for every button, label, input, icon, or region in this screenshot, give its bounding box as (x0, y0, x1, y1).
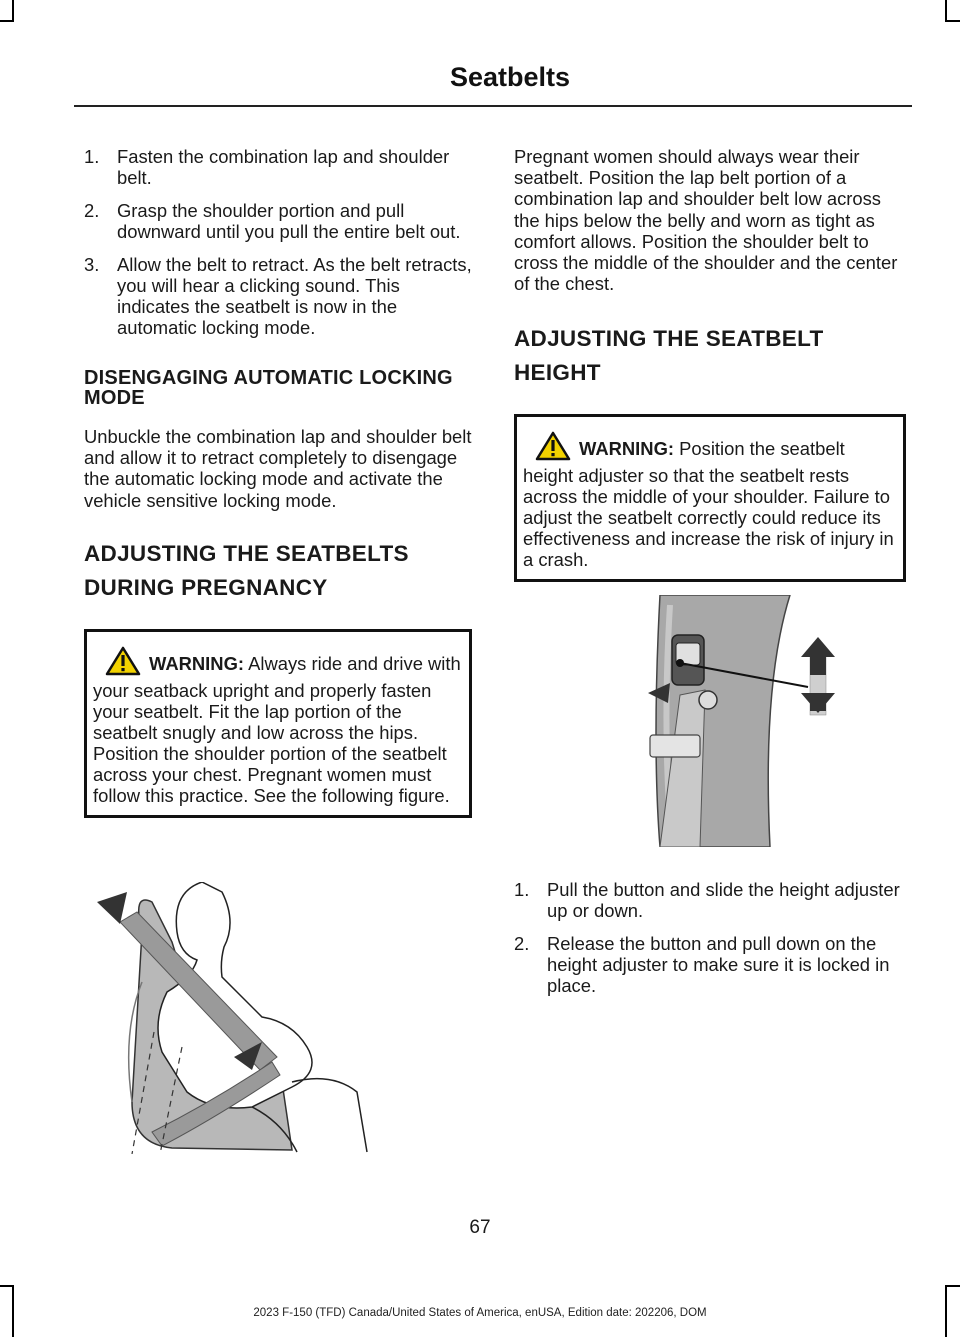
step-text: Fasten the combination lap and shoulder belt. (117, 146, 450, 188)
section-heading-height (514, 322, 906, 390)
warning-label: WARNING: (149, 652, 245, 674)
heading-line: ADJUSTING THE SEATBELTS (84, 540, 409, 566)
warning-text: Always ride and drive with your seatback upright and properly fasten your seatbelt. Fit the lap portion of the seatbelt snugly and low across the hips. Position the shoulder portion of the seatbelt across your chest. Pregnant women must follow this practice. See the following figure. (93, 652, 461, 806)
crop-mark (0, 1285, 14, 1287)
heading-line: ADJUSTING THE SEATBELT (514, 326, 824, 352)
page-title: Seatbelts (449, 62, 570, 92)
step-text: Allow the belt to retract. As the belt retracts, you will hear a clicking sound. This indicates the seatbelt is now in the automatic locking mode. (117, 254, 472, 338)
list-item (84, 200, 472, 242)
header-divider (74, 105, 912, 107)
pregnancy-paragraph: Pregnant women should always wear their seatbelt. Position the lap belt portion of a combination lap and shoulder belt low across the hips below the belly and worn as tight as comfort allows. Position the shoulder belt to cross the middle of the shoulder and the center of the chest. (514, 146, 898, 295)
page-number: 67 (469, 1217, 491, 1238)
step-number: 2. (514, 933, 530, 955)
heading-line: DURING PREGNANCY (84, 574, 328, 600)
footer-edition-info: 2023 F-150 (TFD) Canada/United States of America, enUSA, Edition date: 202206, DOM (253, 1307, 707, 1319)
crop-mark (945, 1285, 960, 1287)
warning-box (514, 414, 906, 582)
locking-steps (84, 146, 472, 338)
left-column (84, 146, 472, 818)
step-text: Grasp the shoulder portion and pull downward until you pull the entire belt out. (117, 200, 461, 242)
step-number: 3. (84, 254, 100, 275)
crop-mark (945, 20, 960, 22)
warning-icon (105, 646, 141, 680)
list-item (514, 879, 906, 921)
warning-text: Position the seatbelt height adjuster so that the seatbelt rests across the middle of your shoulder. Failure to adjust the seatbelt correctly could reduce its effectiveness and increase the risk of injury in a crash. (523, 438, 894, 571)
list-item (84, 146, 472, 188)
crop-mark (12, 0, 14, 22)
height-steps (514, 879, 906, 996)
warning-icon (535, 431, 571, 465)
crop-mark (0, 20, 14, 22)
step-text: Release the button and pull down on the height adjuster to make sure it is locked in place. (547, 933, 890, 997)
right-column (514, 146, 906, 1008)
list-item (84, 254, 472, 338)
step-number: 1. (84, 146, 100, 167)
list-item (514, 933, 906, 996)
pregnant-seatbelt-illustration (92, 882, 382, 1154)
step-number: 2. (84, 200, 100, 221)
step-text: Pull the button and slide the height adjuster up or down. (547, 879, 900, 922)
section-heading-disengage: DISENGAGING AUTOMATIC LOCKING MODE (84, 367, 453, 409)
disengage-paragraph: Unbuckle the combination lap and shoulder belt and allow it to retract completely to disengage the automatic locking mode and activate the vehicle sensitive locking mode. (84, 426, 472, 511)
section-heading-pregnancy (84, 537, 472, 605)
step-number: 1. (514, 879, 530, 901)
warning-box (84, 629, 472, 818)
warning-label: WARNING: (579, 438, 675, 460)
crop-mark (945, 0, 947, 22)
heading-line: HEIGHT (514, 360, 601, 386)
height-adjuster-illustration (640, 595, 840, 847)
